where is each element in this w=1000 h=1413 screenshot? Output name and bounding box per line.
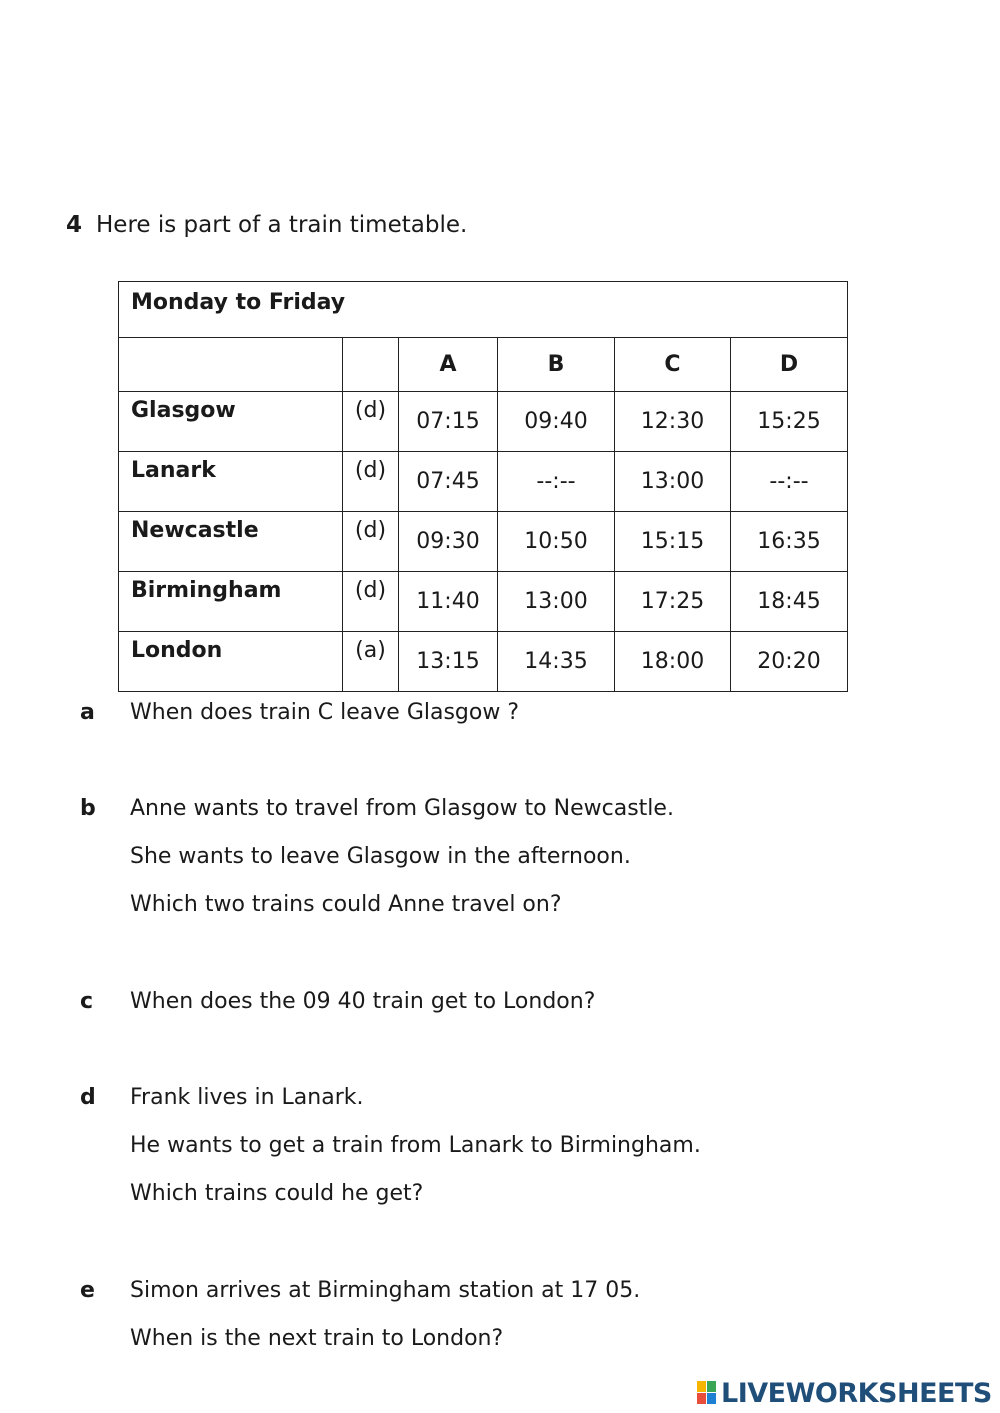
time-cell: --:-- [731, 452, 848, 512]
time-cell: 17:25 [615, 572, 731, 632]
departure-arrival: (d) [343, 452, 399, 512]
time-cell: 16:35 [731, 512, 848, 572]
question-part-a [80, 698, 519, 746]
logo-mark-icon [697, 1381, 717, 1405]
column-header-b: B [498, 338, 615, 392]
question-part-b [80, 794, 674, 938]
station-name: Birmingham [119, 572, 343, 632]
time-cell: 11:40 [399, 572, 498, 632]
part-line: She wants to leave Glasgow in the afternoon. [130, 844, 631, 869]
question-heading [66, 210, 467, 240]
part-letter: e [80, 1278, 95, 1303]
part-line: When does the 09 40 train get to London? [130, 989, 596, 1014]
part-line: Anne wants to travel from Glasgow to Newcastle. [130, 796, 674, 821]
train-timetable [118, 281, 848, 692]
departure-arrival: (a) [343, 632, 399, 692]
time-cell: 09:30 [399, 512, 498, 572]
part-line: Frank lives in Lanark. [130, 1085, 364, 1110]
column-header-d: D [731, 338, 848, 392]
time-cell: 13:00 [615, 452, 731, 512]
station-name: Glasgow [119, 392, 343, 452]
time-cell: 14:35 [498, 632, 615, 692]
time-cell: 18:00 [615, 632, 731, 692]
table-row [119, 572, 848, 632]
table-row [119, 392, 848, 452]
logo-text: LIVEWORKSHEETS [721, 1377, 992, 1409]
part-line: Simon arrives at Birmingham station at 17 05. [130, 1278, 641, 1303]
time-cell: 07:15 [399, 392, 498, 452]
time-cell: 18:45 [731, 572, 848, 632]
departure-arrival: (d) [343, 392, 399, 452]
timetable-header-row [119, 338, 848, 392]
time-cell: 07:45 [399, 452, 498, 512]
part-line: Which two trains could Anne travel on? [130, 892, 562, 917]
time-cell: 13:15 [399, 632, 498, 692]
part-line: When does train C leave Glasgow ? [130, 700, 520, 725]
part-letter: c [80, 989, 94, 1014]
liveworksheets-logo [697, 1378, 992, 1408]
time-cell: 20:20 [731, 632, 848, 692]
part-letter: d [80, 1085, 96, 1110]
timetable-title: Monday to Friday [119, 282, 848, 338]
time-cell: 12:30 [615, 392, 731, 452]
departure-arrival: (d) [343, 512, 399, 572]
column-header-c: C [615, 338, 731, 392]
station-name: Newcastle [119, 512, 343, 572]
question-text: Here is part of a train timetable. [96, 212, 468, 238]
question-number: 4 [66, 212, 83, 238]
table-row [119, 452, 848, 512]
question-part-d [80, 1083, 701, 1227]
departure-arrival: (d) [343, 572, 399, 632]
header-empty-cell [119, 338, 343, 392]
table-row [119, 512, 848, 572]
time-cell: --:-- [498, 452, 615, 512]
question-part-e [80, 1276, 640, 1372]
station-name: Lanark [119, 452, 343, 512]
table-row [119, 632, 848, 692]
timetable-title-row [119, 282, 848, 338]
question-part-c [80, 987, 595, 1035]
station-name: London [119, 632, 343, 692]
time-cell: 10:50 [498, 512, 615, 572]
part-line: He wants to get a train from Lanark to Birmingham. [130, 1133, 701, 1158]
time-cell: 15:15 [615, 512, 731, 572]
part-letter: a [80, 700, 95, 725]
column-header-a: A [399, 338, 498, 392]
time-cell: 09:40 [498, 392, 615, 452]
time-cell: 15:25 [731, 392, 848, 452]
time-cell: 13:00 [498, 572, 615, 632]
header-empty-cell [343, 338, 399, 392]
part-letter: b [80, 796, 96, 821]
part-line: When is the next train to London? [130, 1326, 504, 1351]
part-line: Which trains could he get? [130, 1181, 424, 1206]
